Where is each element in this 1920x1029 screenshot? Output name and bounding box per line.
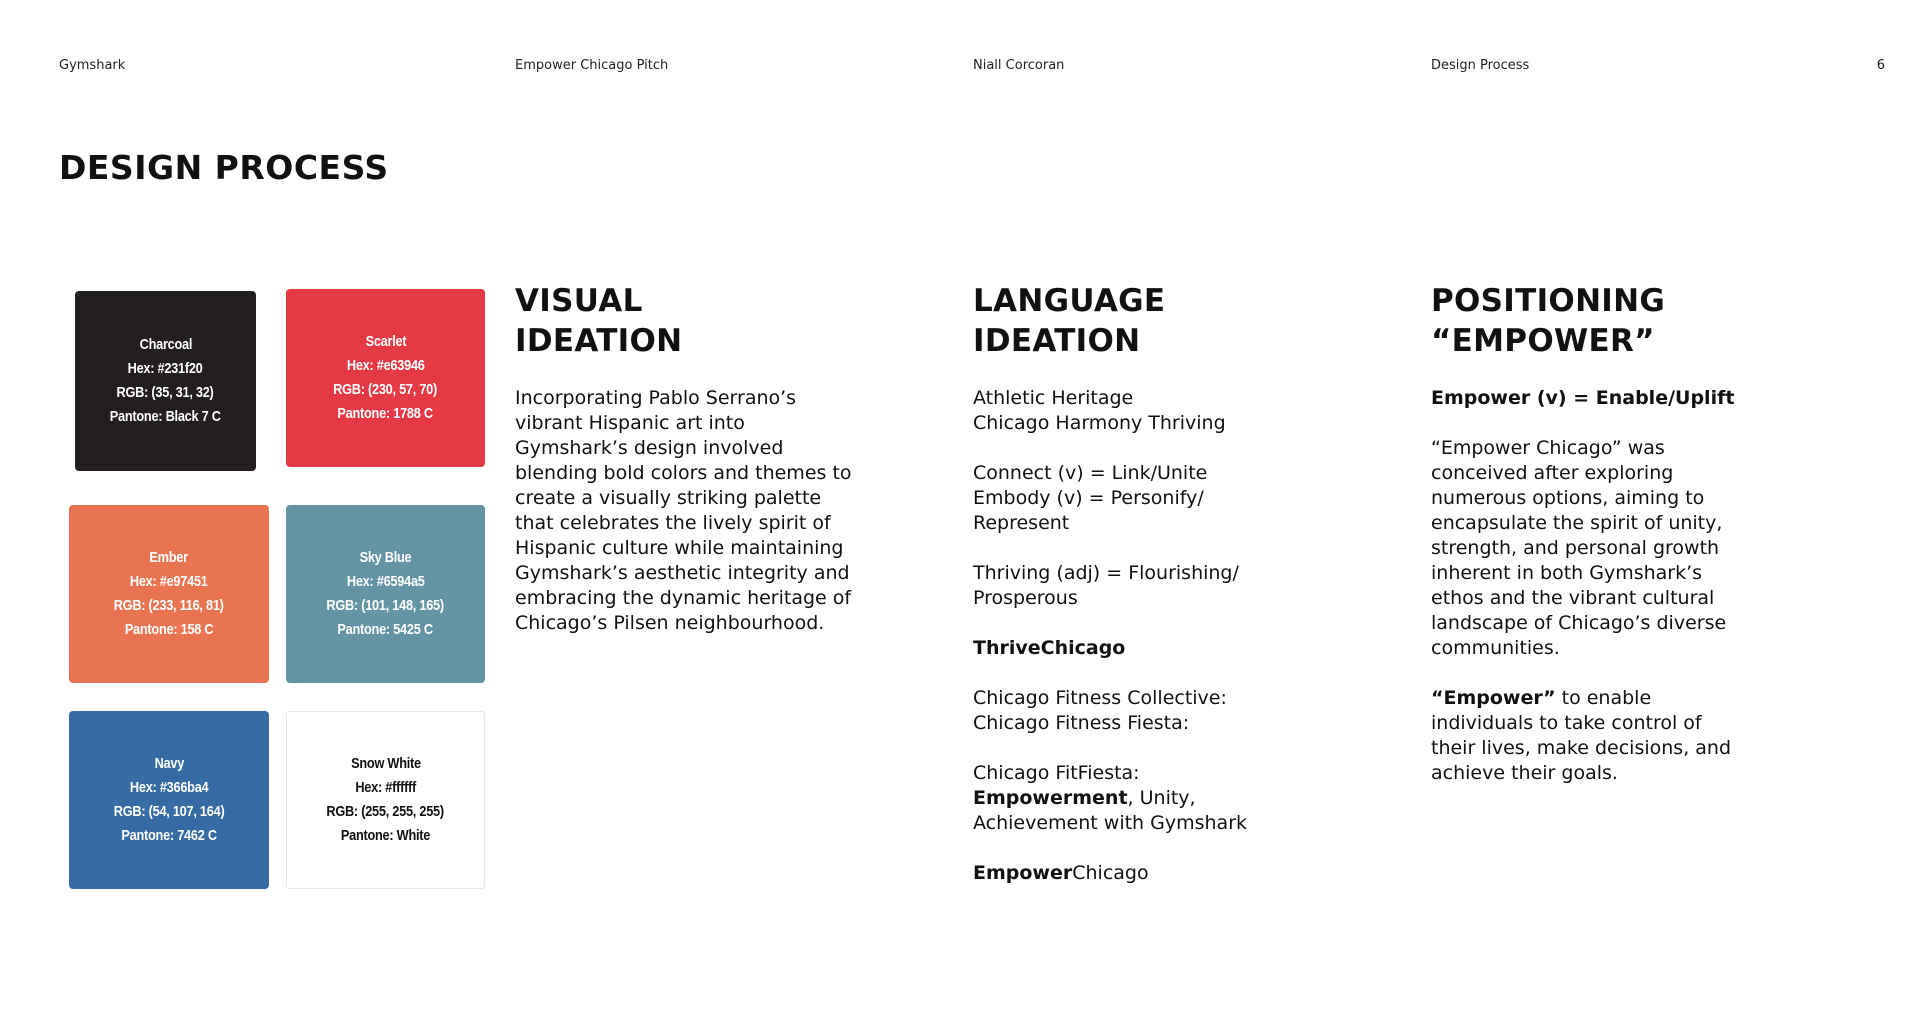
heading-line: “EMPOWER” (1431, 323, 1655, 359)
heading-line: LANGUAGE (973, 283, 1166, 319)
positioning-closing-rest: to enable individuals to take control of their lives, make decisions, and achieve their goals. (1431, 687, 1732, 784)
positioning-heading (1431, 281, 1741, 361)
language-line: Embody (v) = Personify/ Represent (973, 487, 1204, 534)
page-number: 6 (1876, 58, 1885, 73)
swatch-navy (69, 711, 269, 889)
swatch-hex: Hex: #6594a5 (346, 573, 425, 590)
language-line: Athletic Heritage (973, 387, 1134, 409)
empowerment-rest: , Unity, Achievement with Gymshark (973, 787, 1248, 834)
swatch-snow-white (286, 711, 485, 889)
swatch-pantone: Pantone: 158 C (124, 621, 214, 638)
heading-line: POSITIONING (1431, 283, 1666, 319)
swatch-hex: Hex: #ffffff (355, 779, 416, 796)
page-title: DESIGN PROCESS (59, 148, 389, 187)
swatch-sky-blue (286, 505, 485, 683)
empower-quote-bold: “Empower” (1431, 687, 1556, 709)
language-ideation-column (973, 281, 1303, 911)
language-line: Connect (v) = Link/Unite (973, 462, 1208, 484)
visual-ideation-paragraph: Incorporating Pablo Serrano’s vibrant Hispanic art into Gymshark’s design involved blending bold colors and themes to create a visually striking palette that celebrates the lively spirit of Hispanic culture while maintaining Gymshark’s aesthetic integrity and embracing the dynamic heritage of Chicago’s Pilsen neighbourhood. (515, 387, 852, 634)
swatch-name: Charcoal (139, 336, 192, 353)
swatch-rgb: RGB: (54, 107, 164) (113, 803, 225, 820)
visual-ideation-column (515, 281, 860, 661)
empower-rest: Chicago (1072, 862, 1149, 884)
swatch-name: Navy (154, 755, 184, 772)
swatch-rgb: RGB: (230, 57, 70) (333, 381, 438, 398)
positioning-closing (1431, 686, 1741, 786)
header-author: Niall Corcoran (973, 58, 1065, 73)
swatch-name: Ember (149, 549, 189, 566)
swatch-hex: Hex: #e63946 (346, 357, 425, 374)
language-line: Thriving (adj) = Flourishing/ Prosperous (973, 562, 1239, 609)
empowerment-bold: Empowerment (973, 787, 1128, 809)
positioning-body (1431, 386, 1741, 786)
language-group (973, 461, 1263, 536)
positioning-paragraph: “Empower Chicago” was conceived after exploring numerous options, aiming to encapsulate the spirit of unity, strength, and personal growth inherent in both Gymshark’s ethos and the vibrant cultural landscape of Chicago’s diverse communities. (1431, 437, 1727, 659)
language-group (973, 636, 1303, 661)
language-line: Chicago Harmony Thriving (973, 412, 1226, 434)
language-ideation-heading (973, 281, 1303, 361)
swatch-hex: Hex: #e97451 (130, 573, 208, 590)
visual-ideation-body (515, 386, 860, 636)
language-group (973, 761, 1303, 836)
language-group (973, 686, 1303, 736)
heading-line: IDEATION (515, 323, 683, 359)
swatch-hex: Hex: #231f20 (128, 360, 203, 377)
swatch-pantone: Pantone: 5425 C (337, 621, 434, 638)
swatch-rgb: RGB: (35, 31, 32) (116, 384, 214, 401)
thrive-chicago-label: ThriveChicago (973, 637, 1126, 659)
language-group (973, 386, 1303, 436)
swatch-hex: Hex: #366ba4 (129, 779, 209, 796)
swatch-ember (69, 505, 269, 683)
swatch-name: Snow White (350, 755, 421, 772)
swatch-scarlet (286, 289, 485, 467)
language-line: Chicago Fitness Fiesta: (973, 712, 1190, 734)
swatch-rgb: RGB: (255, 255, 255) (326, 803, 445, 820)
positioning-column (1431, 281, 1741, 811)
heading-line: VISUAL (515, 283, 643, 319)
visual-ideation-heading (515, 281, 860, 361)
empower-bold: Empower (973, 862, 1073, 884)
language-group (973, 861, 1303, 886)
swatch-pantone: Pantone: Black 7 C (110, 408, 221, 425)
empower-definition: Empower (v) = Enable/Uplift (1431, 387, 1735, 409)
language-line: Chicago Fitness Collective: (973, 687, 1227, 709)
swatch-pantone: Pantone: 7462 C (121, 827, 217, 844)
swatch-pantone: Pantone: 1788 C (337, 405, 434, 422)
swatch-name: Sky Blue (359, 549, 412, 566)
swatch-rgb: RGB: (233, 116, 81) (114, 597, 224, 614)
swatch-charcoal (75, 291, 256, 471)
heading-line: IDEATION (973, 323, 1141, 359)
swatch-pantone: Pantone: White (340, 827, 431, 844)
language-line: Chicago FitFiesta: (973, 762, 1140, 784)
positioning-definition (1431, 386, 1741, 411)
swatch-rgb: RGB: (101, 148, 165) (326, 597, 445, 614)
header-brand: Gymshark (59, 58, 126, 73)
swatch-name: Scarlet (365, 333, 406, 350)
language-group (973, 561, 1273, 611)
header-project: Empower Chicago Pitch (515, 58, 669, 73)
header-section: Design Process (1431, 58, 1530, 73)
language-ideation-body (973, 386, 1303, 886)
